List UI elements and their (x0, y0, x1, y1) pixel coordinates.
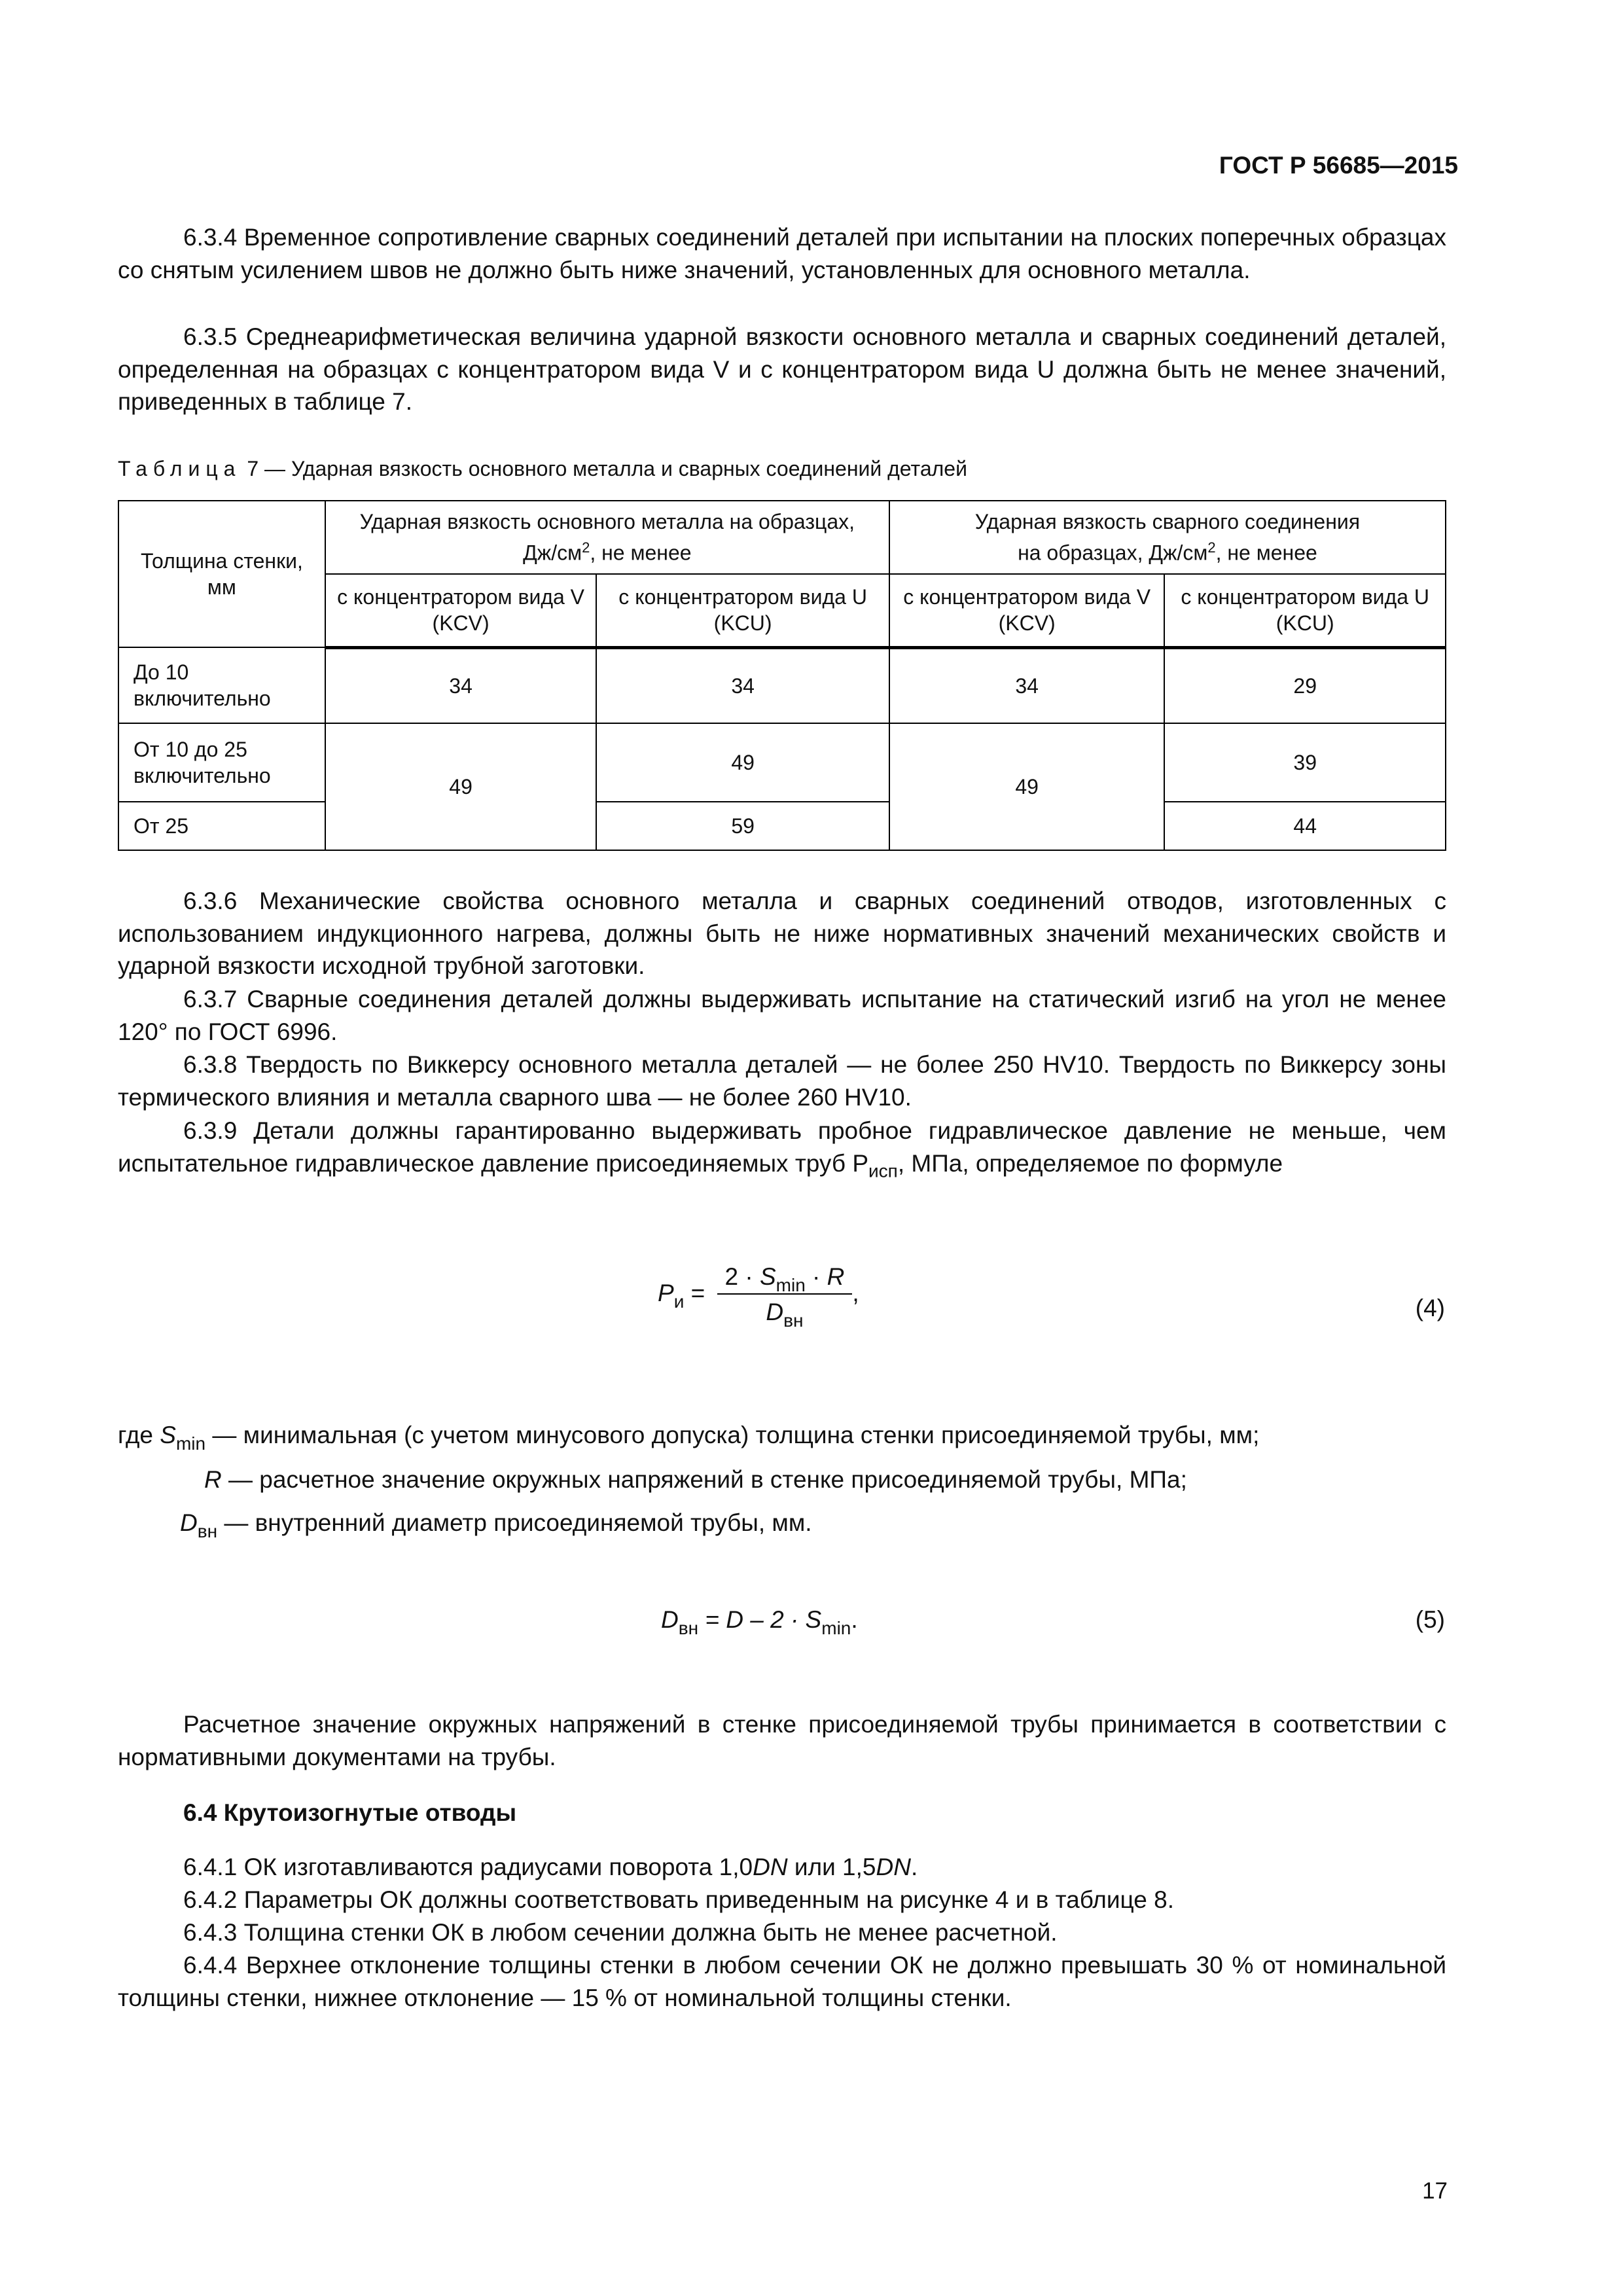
where-smin: S (160, 1422, 176, 1448)
header-weld-u: с концентратором вида U (KCU) (1164, 574, 1446, 647)
formula-4-den-sub: вн (783, 1310, 804, 1331)
formula-5-lhs-sub: вн (678, 1618, 699, 1638)
header-weld-sup: 2 (1207, 539, 1216, 556)
where-smin-sub: min (175, 1433, 206, 1454)
table-caption-text: 7 — Ударная вязкость основного металла и сварных соединений деталей (241, 457, 967, 480)
formula-4-num-a: 2 · (724, 1263, 760, 1290)
table-row (118, 647, 1446, 723)
formula-4-comma: , (852, 1279, 859, 1306)
p641-b: или 1,5 (787, 1854, 876, 1880)
formula-5-lhs: D (661, 1606, 679, 1633)
formula-5-number: (5) (1415, 1606, 1445, 1633)
where-dvn-sub: вн (197, 1521, 218, 1541)
header-base-v: с концентратором вида V (KCV) (325, 574, 597, 647)
where-r: R (204, 1466, 222, 1493)
where-line-r (204, 1466, 1187, 1494)
cell-base-u: 59 (596, 802, 889, 850)
formula-4-numerator (717, 1263, 853, 1295)
formula-4-denominator (717, 1295, 853, 1331)
formula-5 (661, 1606, 858, 1638)
formula-4-num-b: · (805, 1263, 827, 1290)
formula-4-fraction (717, 1263, 853, 1331)
paragraph-6-3-9-tail: , МПа, определяемое по формуле (897, 1149, 1283, 1177)
formula-4-den: D (766, 1299, 784, 1325)
cell-base-u: 49 (596, 723, 889, 802)
formula-5-s-sub: min (821, 1618, 851, 1638)
where-dvn: D (180, 1509, 198, 1536)
section-heading-6-4: 6.4 Крутоизогнутые отводы (183, 1799, 517, 1826)
cell-thickness: От 10 до 25 включительно (118, 723, 325, 802)
header-weld-v: с концентратором вида V (KCV) (889, 574, 1165, 647)
cell-base-u: 34 (596, 647, 889, 723)
p641-a: 6.4.1 ОК изготавливаются радиусами поворота 1,0 (183, 1854, 753, 1880)
header-weld (889, 501, 1446, 574)
header-base-sup: 2 (582, 539, 590, 556)
table-7 (118, 500, 1446, 851)
paragraph-6-3-9 (118, 1115, 1446, 1187)
formula-5-mid: = D – 2 · S (698, 1606, 822, 1633)
formula-4 (658, 1263, 859, 1331)
page-number: 17 (1422, 2178, 1448, 2204)
document-header: ГОСТ Р 56685—2015 (1219, 152, 1458, 179)
paragraph-6-4-4: 6.4.4 Верхнее отклонение толщины стенки в любом сечении ОК не должно превышать 30 % от номинальной толщины стенки, нижнее отклонение — 15 % от номинальной толщины стенки. (118, 1952, 1446, 2011)
formula-4-num-s: S (759, 1263, 776, 1290)
header-weld-line1: Ударная вязкость сварного соединения (974, 510, 1361, 534)
header-base-unit: Дж/см (523, 541, 582, 565)
cell-base-v: 34 (325, 647, 597, 723)
cell-weld-v: 34 (889, 647, 1165, 723)
where-word: где (118, 1422, 154, 1448)
p-isp-subscript: исп (868, 1160, 898, 1181)
cell-weld-u: 39 (1164, 723, 1446, 802)
paragraph-6-4-2: 6.4.2 Параметры ОК должны соответствовать приведенным на рисунке 4 и в таблице 8. (183, 1886, 1174, 1913)
cell-weld-u: 44 (1164, 802, 1446, 850)
formula-4-eq: = (684, 1279, 705, 1306)
header-base-metal (325, 501, 889, 574)
formula-4-lhs-sub: и (673, 1291, 685, 1312)
where-dvn-text: — внутренний диаметр присоединяемой трубы, мм. (217, 1509, 812, 1536)
paragraph-6-3-7: 6.3.7 Сварные соединения деталей должны выдерживать испытание на статический изгиб на угол не менее 120° по ГОСТ 6996. (118, 986, 1446, 1045)
header-thickness: Толщина стенки, мм (118, 501, 325, 647)
table-row (118, 723, 1446, 802)
paragraph-6-3-9-text: 6.3.9 Детали должны гарантированно выдерживать пробное гидравлическое давление не меньше, чем испытательное гидравлическое давление присоединяемых труб P (118, 1117, 1446, 1177)
paragraph-6-4-1 (118, 1851, 1446, 1884)
paragraph-after-formula: Расчетное значение окружных напряжений в стенке присоединяемой трубы принимается в соответствии с нормативными документами на трубы. (118, 1711, 1446, 1770)
where-line-smin (118, 1422, 1260, 1454)
formula-4-num-r: R (827, 1263, 845, 1290)
cell-weld-v: 49 (889, 723, 1165, 850)
p641-dn1: DN (753, 1854, 788, 1880)
cell-thickness: От 25 (118, 802, 325, 850)
where-r-text: — расчетное значение окружных напряжений в стенке присоединяемой трубы, МПа; (221, 1466, 1187, 1493)
paragraph-6-3-8: 6.3.8 Твердость по Виккерсу основного металла деталей — не более 250 HV10. Твердость по Виккерсу зоны термического влияния и металла сварного шва — не более 260 HV10. (118, 1051, 1446, 1111)
table-row (118, 802, 1446, 850)
where-smin-text: — минимальная (с учетом минусового допуска) толщина стенки присоединяемой трубы, мм; (205, 1422, 1260, 1448)
formula-4-num-s-sub: min (776, 1275, 806, 1295)
where-line-dvn (180, 1509, 812, 1541)
cell-weld-u: 29 (1164, 647, 1446, 723)
paragraph-6-3-5: 6.3.5 Среднеарифметическая величина ударной вязкости основного металла и сварных соединений деталей, определенная на образцах с концентратором вида V и с концентратором вида U должна быть не менее значений, приведенных в таблице 7. (118, 323, 1446, 415)
formula-4-lhs: P (658, 1279, 674, 1306)
header-base-u: с концентратором вида U (KCU) (596, 574, 889, 647)
paragraph-6-3-4: 6.3.4 Временное сопротивление сварных соединений деталей при испытании на плоских поперечных образцах со снятым усилением швов не должно быть ниже значений, установленных для основного металла. (118, 224, 1446, 283)
p641-c: . (910, 1854, 918, 1880)
header-weld-unit: на образцах, Дж/см (1018, 541, 1208, 565)
header-base-line1: Ударная вязкость основного металла на образцах, (359, 510, 855, 534)
table-caption-label: Таблица (118, 457, 241, 480)
header-weld-suffix: , не менее (1215, 541, 1317, 565)
paragraph-6-3-6: 6.3.6 Механические свойства основного металла и сварных соединений отводов, изготовленных с использованием индукционного нагрева, должны быть не ниже нормативных значений механических свойств и ударной вязкости исходной трубной заготовки. (118, 888, 1446, 979)
cell-base-v: 49 (325, 723, 597, 850)
formula-5-dot: . (851, 1606, 858, 1633)
table-7-caption (118, 457, 967, 481)
paragraph-6-4-3: 6.4.3 Толщина стенки ОК в любом сечении должна быть не менее расчетной. (183, 1919, 1058, 1946)
header-base-suffix: , не менее (590, 541, 692, 565)
p641-dn2: DN (876, 1854, 911, 1880)
formula-4-number: (4) (1415, 1295, 1445, 1321)
cell-thickness: До 10 включительно (118, 647, 325, 723)
